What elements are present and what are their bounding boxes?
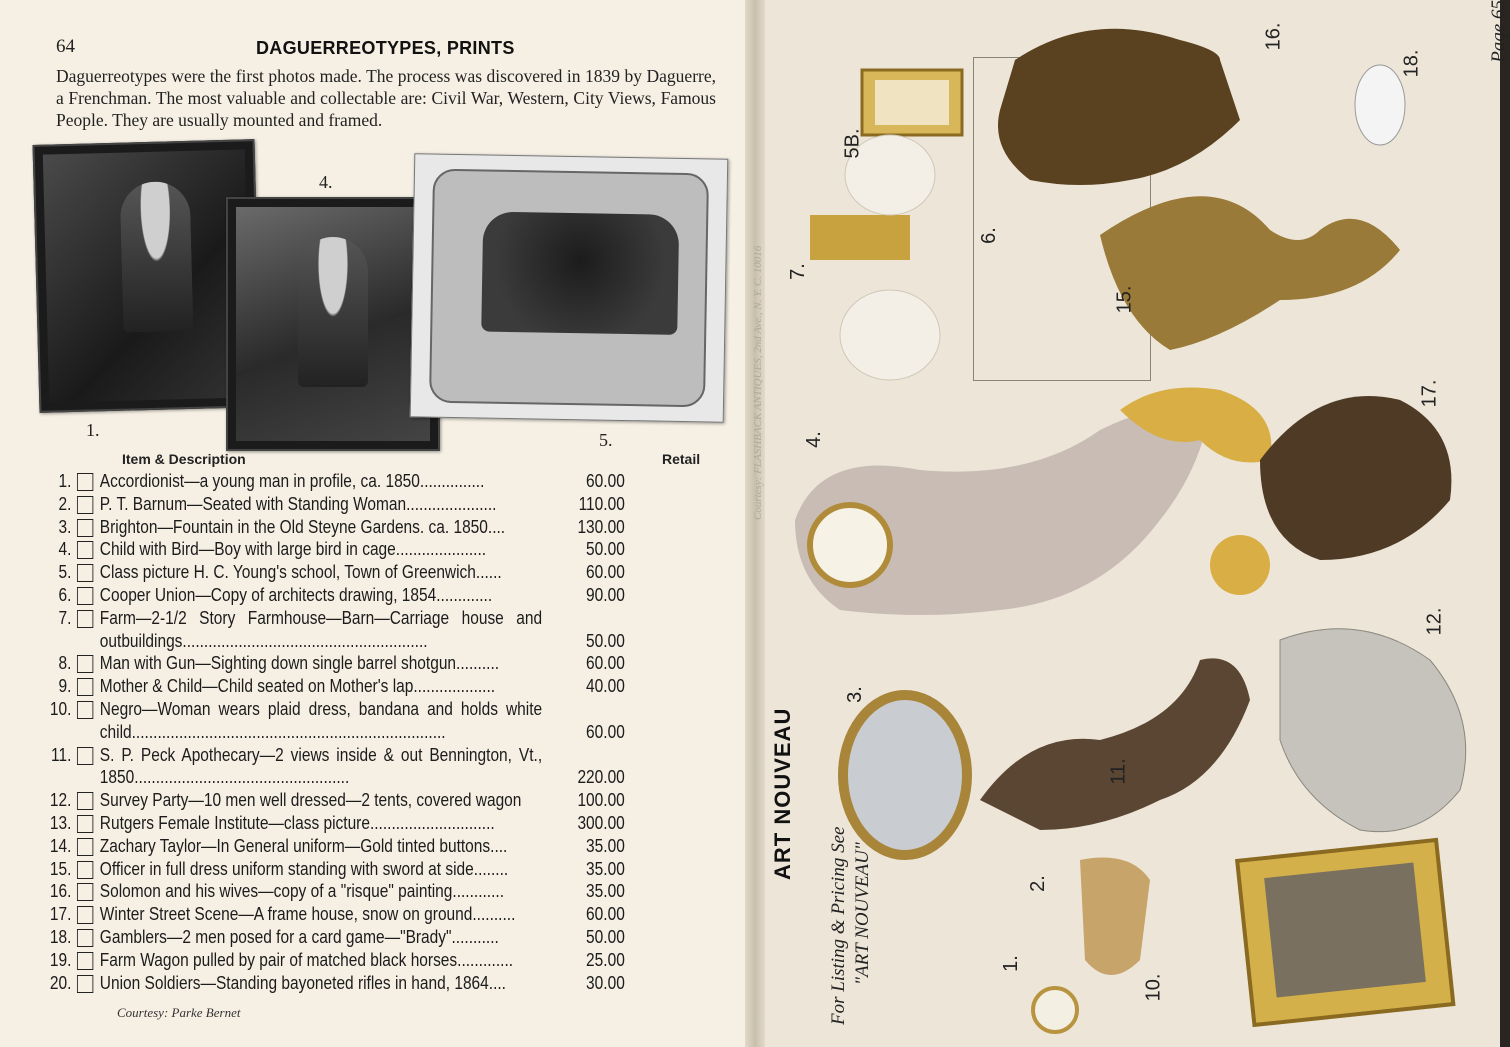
table-row xyxy=(40,675,625,698)
checkbox[interactable] xyxy=(77,655,93,673)
row-number: 19. xyxy=(49,949,72,970)
item-description: Farm Wagon pulled by pair of matched black horses............. xyxy=(99,949,514,970)
row-number: 16. xyxy=(49,881,72,902)
retail-price: 50.00 xyxy=(586,539,625,560)
label-12: 12. xyxy=(1423,607,1446,636)
row-number: 18. xyxy=(49,926,72,947)
retail-price: 35.00 xyxy=(586,858,625,879)
glass-shade-bottom xyxy=(840,290,940,380)
item-description: Officer in full dress uniform standing with sword at side........ xyxy=(99,858,509,879)
retail-price: 60.00 xyxy=(586,653,625,674)
row-number: 3. xyxy=(58,516,72,537)
item-5b-frame-inner xyxy=(875,80,949,125)
item-description: Union Soldiers—Standing bayoneted rifles in hand, 1864.... xyxy=(99,972,506,993)
item-11-bronze-lamp xyxy=(980,658,1250,830)
retail-price: 25.00 xyxy=(586,949,625,970)
table-row xyxy=(40,812,625,835)
label-2: 2. xyxy=(1026,875,1049,892)
table-row xyxy=(40,972,625,995)
item-3-mirror xyxy=(843,695,967,855)
retail-price: 220.00 xyxy=(577,767,625,788)
retail-price: 300.00 xyxy=(577,812,625,833)
row-number: 6. xyxy=(58,584,72,605)
item-description: Survey Party—10 men well dressed—2 tents, covered wagon xyxy=(99,790,522,811)
daguerreotype-photo-child-with-bird xyxy=(226,197,440,451)
item-description: Man with Gun—Sighting down single barrel shotgun.......... xyxy=(99,653,500,674)
table-row xyxy=(40,516,625,539)
table-row xyxy=(40,652,625,675)
table-row xyxy=(40,470,625,493)
item-description: Solomon and his wives—copy of a "risque" painting............ xyxy=(99,881,505,902)
retail-price: 110.00 xyxy=(578,493,625,514)
daguerreotype-photo-class-picture xyxy=(410,153,729,422)
label-7: 7. xyxy=(786,263,809,280)
table-row xyxy=(40,949,625,972)
checkbox[interactable] xyxy=(77,747,93,765)
art-nouveau-objects-illustration xyxy=(800,0,1500,1047)
photo-credit: Courtesy: FLASHBACK ANTIQUES, 2nd Ave., N. Y. C. 10016 xyxy=(752,245,764,520)
item-description: Accordionist—a young man in profile, ca. 1850............... xyxy=(99,471,485,491)
column-header-item: Item & Description xyxy=(122,451,246,467)
retail-price: 30.00 xyxy=(586,972,625,993)
page-number: 64 xyxy=(56,36,75,57)
table-row xyxy=(40,744,625,790)
item-1-pocket-watch xyxy=(1033,988,1077,1032)
checkbox[interactable] xyxy=(77,587,93,605)
section-title: ART NOUVEAU xyxy=(770,707,795,880)
retail-price: 90.00 xyxy=(586,584,625,605)
label-5b: 5B. xyxy=(841,128,864,159)
retail-price: 40.00 xyxy=(586,676,625,697)
label-10: 10. xyxy=(1142,973,1165,1002)
retail-price: 60.00 xyxy=(586,904,625,925)
checkbox[interactable] xyxy=(77,838,93,856)
table-row xyxy=(40,538,625,561)
retail-price: 60.00 xyxy=(586,471,625,491)
table-row xyxy=(40,880,625,903)
row-number: 1. xyxy=(58,471,72,491)
book-gutter xyxy=(745,0,765,1047)
table-row xyxy=(40,607,625,653)
checkbox[interactable] xyxy=(77,610,93,628)
item-18-glass-jar xyxy=(1355,65,1405,145)
gold-orb xyxy=(1210,535,1270,595)
row-number: 8. xyxy=(58,653,72,674)
retail-price: 100.00 xyxy=(577,790,625,811)
checkbox[interactable] xyxy=(77,929,93,947)
table-row xyxy=(40,493,625,516)
row-number: 20. xyxy=(49,972,72,993)
label-16: 16. xyxy=(1262,22,1285,51)
label-6: 6. xyxy=(977,227,1000,244)
item-12-silver-dish xyxy=(1280,629,1466,832)
item-description: Cooper Union—Copy of architects drawing, 1854............. xyxy=(99,584,493,605)
row-number: 11. xyxy=(51,744,72,765)
checkbox[interactable] xyxy=(77,564,93,582)
label-11: 11. xyxy=(1107,758,1130,785)
retail-price: 50.00 xyxy=(586,926,625,947)
row-number: 10. xyxy=(49,698,72,719)
item-description: Negro—Woman wears plaid dress, bandana and holds white child......................................................................... xyxy=(99,698,543,742)
item-description: Rutgers Female Institute—class picture............................. xyxy=(99,812,495,833)
page-title: DAGUERREOTYPES, PRINTS xyxy=(256,38,515,58)
listing-note-section: "ART NOUVEAU" xyxy=(852,842,873,985)
checkbox[interactable] xyxy=(77,883,93,901)
item-description: Winter Street Scene—A frame house, snow on ground.......... xyxy=(99,904,516,925)
checkbox[interactable] xyxy=(77,496,93,514)
right-page-number: Page 65 xyxy=(1488,0,1509,63)
label-4: 4. xyxy=(802,431,825,448)
checkbox[interactable] xyxy=(77,906,93,924)
row-number: 12. xyxy=(49,790,72,811)
photo-label-5: 5. xyxy=(599,430,613,450)
table-row xyxy=(40,926,625,949)
row-number: 17. xyxy=(49,904,72,925)
row-number: 4. xyxy=(58,539,72,560)
price-list xyxy=(40,470,625,994)
item-description: Gamblers—2 men posed for a card game—"Brady"........... xyxy=(99,926,499,947)
item-description: Mother & Child—Child seated on Mother's lap................... xyxy=(99,676,496,697)
item-description: Farm—2-1/2 Story Farmhouse—Barn—Carriage house and outbuildings......................................................... xyxy=(99,607,543,651)
item-16-bronze-vase xyxy=(998,29,1240,185)
photo-label-1: 1. xyxy=(86,420,100,440)
item-15-gilt-bowl xyxy=(1100,196,1400,350)
row-number: 9. xyxy=(58,676,72,697)
retail-price: 60.00 xyxy=(586,721,625,742)
table-row xyxy=(40,584,625,607)
item-description: Zachary Taylor—In General uniform—Gold tinted buttons.... xyxy=(99,835,508,856)
retail-price: 35.00 xyxy=(586,835,625,856)
label-17: 17. xyxy=(1418,379,1441,408)
table-row xyxy=(40,903,625,926)
table-row xyxy=(40,858,625,881)
retail-price: 35.00 xyxy=(586,881,625,902)
checkbox[interactable] xyxy=(77,541,93,559)
row-number: 2. xyxy=(58,493,72,514)
item-description: Child with Bird—Boy with large bird in cage..................... xyxy=(99,539,487,560)
checkbox[interactable] xyxy=(77,792,93,810)
photo-label-4: 4. xyxy=(319,172,333,192)
item-description: S. P. Peck Apothecary—2 views inside & out Bennington, Vt., 1850.................................................. xyxy=(99,744,543,788)
retail-price: 60.00 xyxy=(586,562,625,583)
checkbox[interactable] xyxy=(77,473,93,491)
item-2-vase xyxy=(1080,858,1150,976)
item-17-bronze-dish xyxy=(1260,396,1451,560)
item-7-gilt-stand xyxy=(810,215,910,260)
column-header-retail: Retail xyxy=(662,451,701,467)
label-18: 18. xyxy=(1400,49,1423,78)
item-10-frame-picture xyxy=(1264,862,1426,997)
item-description: P. T. Barnum—Seated with Standing Woman..................... xyxy=(99,493,497,514)
retail-price: 130.00 xyxy=(577,516,625,537)
row-number: 5. xyxy=(58,562,72,583)
item-description: Class picture H. C. Young's school, Town of Greenwich...... xyxy=(99,562,502,583)
checkbox[interactable] xyxy=(77,861,93,879)
intro-paragraph: Daguerreotypes were the first photos made. The process was discovered in 1839 by Daguerre, a Frenchman. The most valuable and collectable are: Civil War, Western, City Views, Famous People. They are usually mounted and framed. xyxy=(56,66,716,130)
checkbox[interactable] xyxy=(77,975,93,993)
checkbox[interactable] xyxy=(77,701,93,719)
table-row xyxy=(40,835,625,858)
table-row xyxy=(40,698,625,744)
item-description: Brighton—Fountain in the Old Steyne Gardens. ca. 1850.... xyxy=(99,516,506,537)
checkbox[interactable] xyxy=(77,678,93,696)
row-number: 15. xyxy=(49,858,72,879)
retail-price: 50.00 xyxy=(586,630,625,651)
label-1: 1. xyxy=(999,955,1022,972)
checkbox[interactable] xyxy=(77,952,93,970)
checkbox[interactable] xyxy=(77,815,93,833)
row-number: 7. xyxy=(58,607,72,628)
table-row xyxy=(40,789,625,812)
label-3: 3. xyxy=(843,686,866,703)
row-number: 13. xyxy=(49,812,72,833)
row-number: 14. xyxy=(49,835,72,856)
label-15: 15. xyxy=(1113,285,1136,314)
item-4-clock-face xyxy=(810,505,890,585)
listing-note: For Listing & Pricing See xyxy=(828,826,849,1025)
checkbox[interactable] xyxy=(77,519,93,537)
table-row xyxy=(40,561,625,584)
courtesy-note: Courtesy: Parke Bernet xyxy=(117,1005,241,1020)
